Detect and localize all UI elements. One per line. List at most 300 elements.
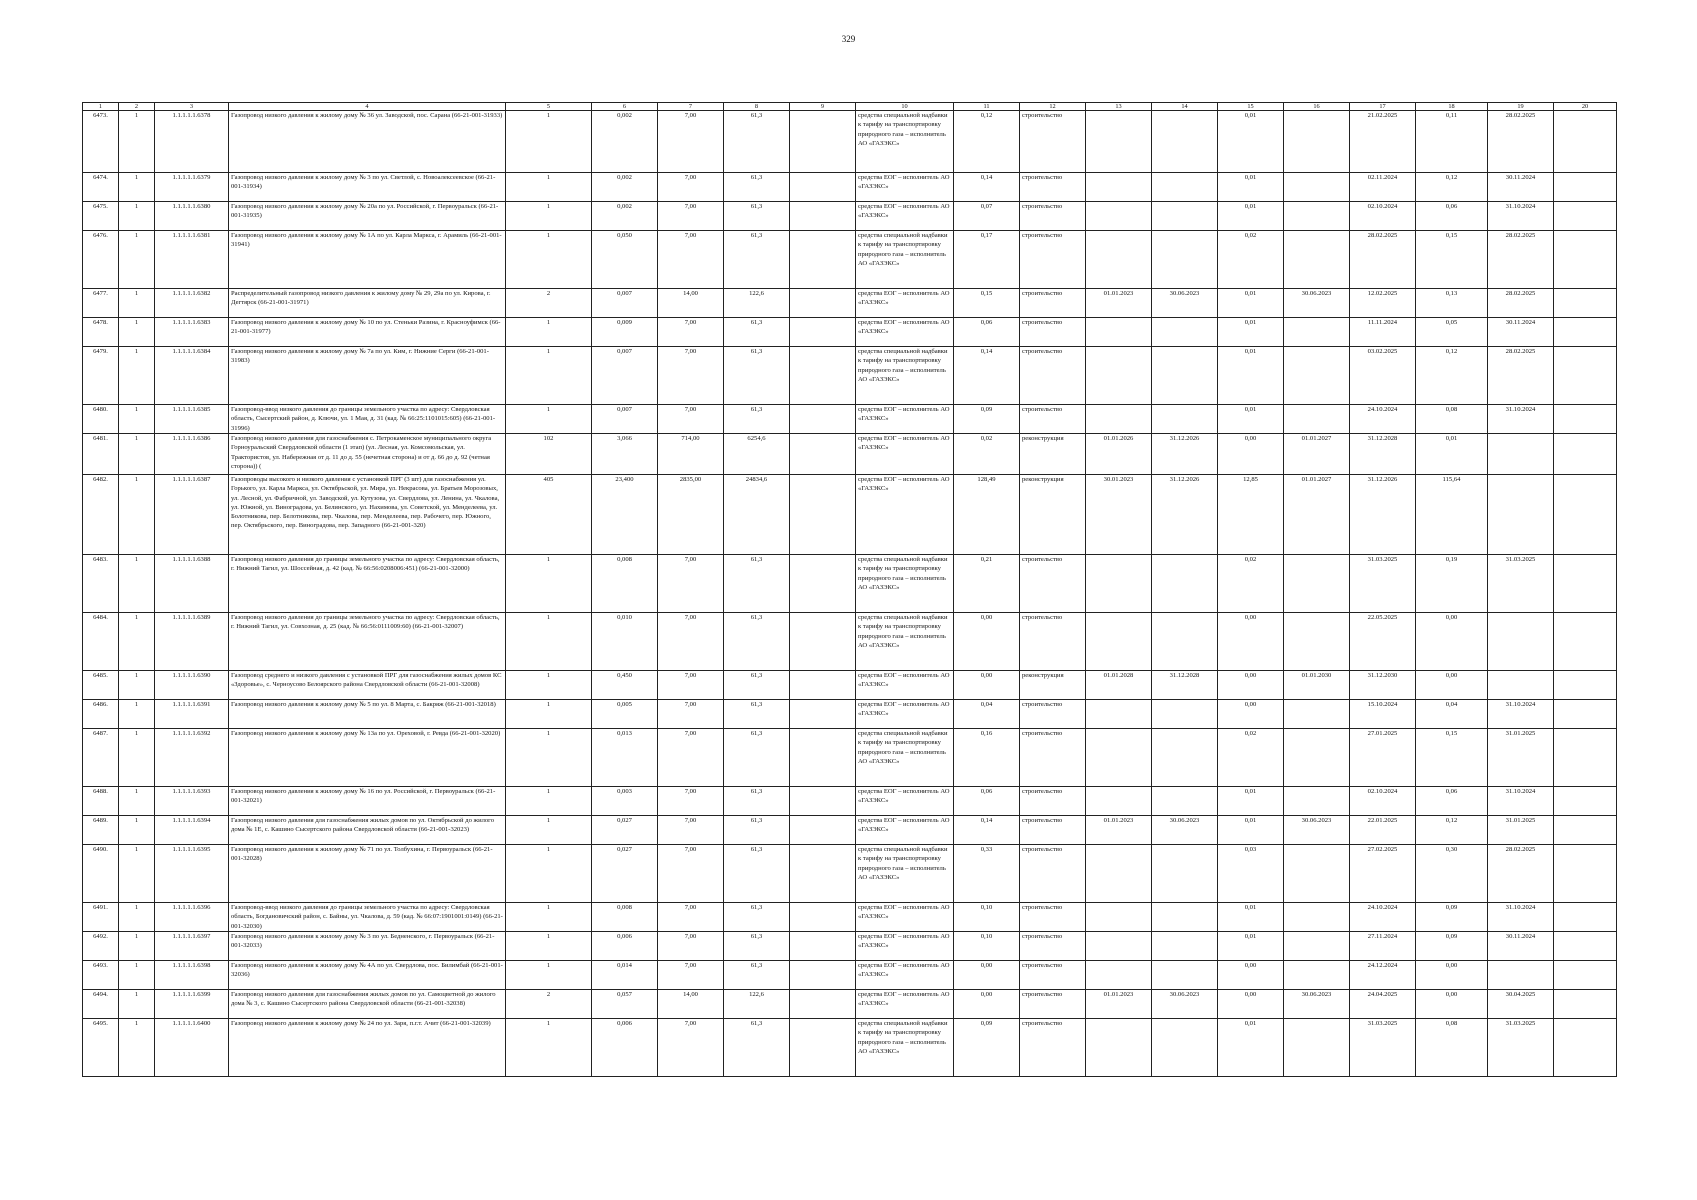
object-name: Газопроводы высокого и низкого давления с установкой ПРГ (3 шт) для газоснабжения ул. Горького, ул. Карла Маркса, ул. Октябрьской, ул. Мира, ул. Некрасова, ул. Братьев Морозовых, ул. Лесной, ул. Фабричной, ул. Заводской, ул. Кутузова, ул. Свердлова, ул. Ленина, ул. Чкалова, ул. Южной, ул. Виноградова, ул. Белинского, ул. Нахимова, ул. Советской, ул. Менделеева, ул. Болотникова, пер. Белотникова, пер. Чкалова, пер. Менделеева, пер. Рабочего, пер. Южного, пер. Октябрьского, пер. Виноградова, пер. Западного (66-21-001-320) [229, 475, 506, 555]
date-col16 [1284, 173, 1350, 202]
cell-col7: 7,00 [658, 613, 724, 671]
work-type: строительство [1020, 555, 1086, 613]
object-name: Газопровод низкого давления для газоснабжения с. Петрокаменское муниципального округа Горноуральский Свердловской области (1 этап) (ул. Лесная, ул. Комсомольская, ул. Трактористов, ул. Набережная от д. 11 до д. 55 (нечетная сторона) и от д. 66 до д. 92 (четная сторона)) ( [229, 434, 506, 475]
row-number: 6494. [83, 990, 119, 1019]
work-type: строительство [1020, 347, 1086, 405]
date-col17: 31.12.2026 [1350, 475, 1416, 555]
object-name: Газопровод низкого давления к жилому дому № 3 по ул. Светлой, с. Новоалексеевское (66-21-001-31934) [229, 173, 506, 202]
cell-col8: 61,3 [724, 231, 790, 289]
work-type: строительство [1020, 231, 1086, 289]
work-type: строительство [1020, 613, 1086, 671]
date-col19: 31.01.2025 [1488, 729, 1554, 787]
row-number: 6491. [83, 903, 119, 932]
end-date [1152, 903, 1218, 932]
cell-col5: 102 [506, 434, 592, 475]
cell-col9 [790, 555, 856, 613]
date-col19: 30.04.2025 [1488, 990, 1554, 1019]
cell-col20 [1554, 347, 1617, 405]
object-name: Газопровод низкого давления до границы земельного участка по адресу: Свердловская область, г. Нижний Тагил, ул. Шоссейная, д. 42 (кад. № 66:56:0208006:451) (66-21-001-32000) [229, 555, 506, 613]
row-number: 6477. [83, 289, 119, 318]
date-col16 [1284, 700, 1350, 729]
cell-col18: 0,01 [1416, 434, 1488, 475]
object-code: 1.1.1.1.1.6382 [155, 289, 229, 318]
funding-source: средства ЕОГ – исполнитель АО «ГАЗЭКС» [856, 787, 954, 816]
cell-col7: 14,00 [658, 990, 724, 1019]
date-col19: 28.02.2025 [1488, 231, 1554, 289]
cell-col2: 1 [119, 700, 155, 729]
date-col17: 02.10.2024 [1350, 787, 1416, 816]
cell-col2: 1 [119, 405, 155, 434]
funding-source: средства ЕОГ – исполнитель АО «ГАЗЭКС» [856, 671, 954, 700]
start-date [1086, 932, 1152, 961]
start-date: 01.01.2023 [1086, 289, 1152, 318]
date-col19: 31.03.2025 [1488, 555, 1554, 613]
date-col17: 03.02.2025 [1350, 347, 1416, 405]
date-col17: 24.10.2024 [1350, 903, 1416, 932]
object-code: 1.1.1.1.1.6387 [155, 475, 229, 555]
cell-col15: 0,01 [1218, 347, 1284, 405]
funding-source: средства ЕОГ – исполнитель АО «ГАЗЭКС» [856, 405, 954, 434]
funding-source: средства специальной надбавки к тарифу на транспортировку природного газа – исполнитель АО «ГАЗЭКС» [856, 845, 954, 903]
date-col19 [1488, 961, 1554, 990]
work-type: строительство [1020, 700, 1086, 729]
cell-col7: 714,00 [658, 434, 724, 475]
cell-col2: 1 [119, 475, 155, 555]
date-col17: 31.12.2030 [1350, 671, 1416, 700]
cell-col5: 1 [506, 173, 592, 202]
cell-col6: 0,006 [592, 1019, 658, 1077]
cell-col5: 1 [506, 111, 592, 173]
end-date [1152, 729, 1218, 787]
end-date [1152, 405, 1218, 434]
column-header: 3 [155, 103, 229, 111]
cell-col18: 0,11 [1416, 111, 1488, 173]
end-date: 31.12.2026 [1152, 475, 1218, 555]
cell-col5: 1 [506, 903, 592, 932]
cell-col5: 1 [506, 231, 592, 289]
cell-col15: 0,01 [1218, 816, 1284, 845]
cell-col5: 1 [506, 845, 592, 903]
object-code: 1.1.1.1.1.6388 [155, 555, 229, 613]
start-date: 01.01.2023 [1086, 990, 1152, 1019]
work-type: строительство [1020, 405, 1086, 434]
cell-col15: 0,01 [1218, 1019, 1284, 1077]
cell-col11: 0,09 [954, 1019, 1020, 1077]
cell-col18: 0,12 [1416, 173, 1488, 202]
cell-col7: 7,00 [658, 903, 724, 932]
object-code: 1.1.1.1.1.6399 [155, 990, 229, 1019]
column-header: 18 [1416, 103, 1488, 111]
cell-col9 [790, 475, 856, 555]
date-col19: 31.10.2024 [1488, 903, 1554, 932]
end-date [1152, 318, 1218, 347]
cell-col8: 61,3 [724, 729, 790, 787]
cell-col6: 0,006 [592, 932, 658, 961]
cell-col7: 7,00 [658, 231, 724, 289]
cell-col15: 12,85 [1218, 475, 1284, 555]
date-col17: 02.10.2024 [1350, 202, 1416, 231]
column-header: 1 [83, 103, 119, 111]
date-col16 [1284, 613, 1350, 671]
cell-col8: 61,3 [724, 555, 790, 613]
cell-col5: 1 [506, 347, 592, 405]
cell-col6: 23,400 [592, 475, 658, 555]
cell-col7: 2835,00 [658, 475, 724, 555]
cell-col15: 0,00 [1218, 990, 1284, 1019]
end-date [1152, 347, 1218, 405]
row-number: 6495. [83, 1019, 119, 1077]
cell-col2: 1 [119, 932, 155, 961]
cell-col15: 0,03 [1218, 845, 1284, 903]
end-date [1152, 961, 1218, 990]
cell-col6: 3,066 [592, 434, 658, 475]
cell-col11: 0,00 [954, 671, 1020, 700]
date-col16 [1284, 111, 1350, 173]
object-code: 1.1.1.1.1.6390 [155, 671, 229, 700]
cell-col6: 0,013 [592, 729, 658, 787]
cell-col8: 61,3 [724, 318, 790, 347]
cell-col2: 1 [119, 990, 155, 1019]
work-type: строительство [1020, 1019, 1086, 1077]
funding-source: средства специальной надбавки к тарифу на транспортировку природного газа – исполнитель АО «ГАЗЭКС» [856, 111, 954, 173]
work-type: строительство [1020, 845, 1086, 903]
cell-col6: 0,002 [592, 111, 658, 173]
cell-col8: 61,3 [724, 845, 790, 903]
column-header: 13 [1086, 103, 1152, 111]
cell-col18: 0,00 [1416, 990, 1488, 1019]
cell-col20 [1554, 990, 1617, 1019]
cell-col8: 61,3 [724, 111, 790, 173]
date-col17: 22.05.2025 [1350, 613, 1416, 671]
date-col19: 28.02.2025 [1488, 347, 1554, 405]
table-row [83, 729, 1617, 787]
work-type: строительство [1020, 903, 1086, 932]
cell-col2: 1 [119, 173, 155, 202]
cell-col6: 0,027 [592, 816, 658, 845]
table-body [83, 111, 1617, 1077]
cell-col5: 1 [506, 787, 592, 816]
cell-col2: 1 [119, 347, 155, 405]
object-name: Газопровод низкого давления к жилому дому № 5 по ул. 8 Марта, с. Бакряж (66-21-001-32018) [229, 700, 506, 729]
cell-col11: 0,06 [954, 787, 1020, 816]
cell-col20 [1554, 173, 1617, 202]
date-col19: 28.02.2025 [1488, 111, 1554, 173]
cell-col7: 7,00 [658, 961, 724, 990]
cell-col9 [790, 173, 856, 202]
object-code: 1.1.1.1.1.6381 [155, 231, 229, 289]
table-row [83, 816, 1617, 845]
cell-col8: 122,6 [724, 990, 790, 1019]
row-number: 6480. [83, 405, 119, 434]
cell-col15: 0,02 [1218, 231, 1284, 289]
cell-col20 [1554, 1019, 1617, 1077]
start-date [1086, 787, 1152, 816]
cell-col11: 0,14 [954, 816, 1020, 845]
cell-col11: 0,04 [954, 700, 1020, 729]
cell-col6: 0,002 [592, 173, 658, 202]
column-header: 12 [1020, 103, 1086, 111]
date-col19 [1488, 434, 1554, 475]
cell-col11: 128,49 [954, 475, 1020, 555]
cell-col18: 0,05 [1416, 318, 1488, 347]
cell-col20 [1554, 845, 1617, 903]
cell-col20 [1554, 318, 1617, 347]
object-code: 1.1.1.1.1.6397 [155, 932, 229, 961]
table-row [83, 231, 1617, 289]
table-row [83, 932, 1617, 961]
cell-col8: 61,3 [724, 961, 790, 990]
cell-col20 [1554, 787, 1617, 816]
object-code: 1.1.1.1.1.6393 [155, 787, 229, 816]
cell-col9 [790, 903, 856, 932]
date-col16: 30.06.2023 [1284, 289, 1350, 318]
cell-col5: 1 [506, 932, 592, 961]
cell-col9 [790, 202, 856, 231]
row-number: 6478. [83, 318, 119, 347]
cell-col8: 24834,6 [724, 475, 790, 555]
object-code: 1.1.1.1.1.6389 [155, 613, 229, 671]
cell-col18: 0,13 [1416, 289, 1488, 318]
page-number: 329 [841, 34, 856, 44]
cell-col7: 7,00 [658, 671, 724, 700]
start-date [1086, 405, 1152, 434]
cell-col11: 0,16 [954, 729, 1020, 787]
header-row [83, 103, 1617, 111]
table-row [83, 289, 1617, 318]
work-type: строительство [1020, 961, 1086, 990]
cell-col5: 1 [506, 1019, 592, 1077]
object-code: 1.1.1.1.1.6383 [155, 318, 229, 347]
cell-col11: 0,07 [954, 202, 1020, 231]
funding-source: средства специальной надбавки к тарифу на транспортировку природного газа – исполнитель АО «ГАЗЭКС» [856, 231, 954, 289]
object-name: Газопровод низкого давления к жилому дому № 1А по ул. Карла Маркса, г. Арамиль (66-21-001-31941) [229, 231, 506, 289]
object-name: Распределительный газопровод низкого давления к жилому дому № 29, 29а по ул. Кирова, г. Дегтярск (66-21-001-31971) [229, 289, 506, 318]
row-number: 6486. [83, 700, 119, 729]
cell-col6: 0,027 [592, 845, 658, 903]
date-col16 [1284, 202, 1350, 231]
date-col17: 28.02.2025 [1350, 231, 1416, 289]
table-row [83, 347, 1617, 405]
cell-col6: 0,010 [592, 613, 658, 671]
end-date [1152, 613, 1218, 671]
object-code: 1.1.1.1.1.6395 [155, 845, 229, 903]
cell-col20 [1554, 434, 1617, 475]
date-col17: 27.02.2025 [1350, 845, 1416, 903]
cell-col6: 0,005 [592, 700, 658, 729]
date-col17: 24.12.2024 [1350, 961, 1416, 990]
column-header: 5 [506, 103, 592, 111]
end-date [1152, 932, 1218, 961]
row-number: 6473. [83, 111, 119, 173]
cell-col6: 0,008 [592, 903, 658, 932]
cell-col5: 1 [506, 202, 592, 231]
start-date: 01.01.2028 [1086, 671, 1152, 700]
object-name: Газопровод низкого давления к жилому дому № 13а по ул. Ореховой, г. Ревда (66-21-001-32020) [229, 729, 506, 787]
cell-col6: 0,007 [592, 289, 658, 318]
column-header: 14 [1152, 103, 1218, 111]
cell-col5: 405 [506, 475, 592, 555]
column-header: 11 [954, 103, 1020, 111]
table-row [83, 405, 1617, 434]
object-code: 1.1.1.1.1.6400 [155, 1019, 229, 1077]
cell-col11: 0,10 [954, 932, 1020, 961]
table-row [83, 1019, 1617, 1077]
cell-col9 [790, 816, 856, 845]
date-col16: 30.06.2023 [1284, 990, 1350, 1019]
row-number: 6484. [83, 613, 119, 671]
cell-col15: 0,01 [1218, 903, 1284, 932]
start-date [1086, 903, 1152, 932]
cell-col15: 0,01 [1218, 787, 1284, 816]
cell-col15: 0,01 [1218, 111, 1284, 173]
cell-col11: 0,09 [954, 405, 1020, 434]
work-type: строительство [1020, 787, 1086, 816]
cell-col15: 0,00 [1218, 700, 1284, 729]
table-row [83, 671, 1617, 700]
funding-source: средства ЕОГ – исполнитель АО «ГАЗЭКС» [856, 816, 954, 845]
cell-col11: 0,06 [954, 318, 1020, 347]
cell-col5: 2 [506, 990, 592, 1019]
start-date [1086, 700, 1152, 729]
date-col16: 01.01.2030 [1284, 671, 1350, 700]
date-col17: 22.01.2025 [1350, 816, 1416, 845]
work-type: строительство [1020, 111, 1086, 173]
object-code: 1.1.1.1.1.6391 [155, 700, 229, 729]
cell-col18: 0,30 [1416, 845, 1488, 903]
date-col16 [1284, 903, 1350, 932]
cell-col18: 0,06 [1416, 787, 1488, 816]
date-col16 [1284, 961, 1350, 990]
table-row [83, 961, 1617, 990]
work-type: строительство [1020, 816, 1086, 845]
funding-source: средства ЕОГ – исполнитель АО «ГАЗЭКС» [856, 903, 954, 932]
cell-col11: 0,14 [954, 173, 1020, 202]
start-date [1086, 729, 1152, 787]
object-name: Газопровод среднего и низкого давления с установкой ПРГ для газоснабжения жилых домов КС «Здоровье», с. Черноусово Белоярского района Свердловской области (66-21-001-32008) [229, 671, 506, 700]
cell-col9 [790, 434, 856, 475]
start-date [1086, 202, 1152, 231]
object-code: 1.1.1.1.1.6380 [155, 202, 229, 231]
date-col17: 15.10.2024 [1350, 700, 1416, 729]
cell-col5: 1 [506, 961, 592, 990]
cell-col9 [790, 318, 856, 347]
table-row [83, 111, 1617, 173]
funding-source: средства ЕОГ – исполнитель АО «ГАЗЭКС» [856, 700, 954, 729]
cell-col7: 7,00 [658, 845, 724, 903]
cell-col11: 0,14 [954, 347, 1020, 405]
start-date [1086, 318, 1152, 347]
work-type: строительство [1020, 289, 1086, 318]
cell-col6: 0,014 [592, 961, 658, 990]
column-header: 19 [1488, 103, 1554, 111]
funding-source: средства ЕОГ – исполнитель АО «ГАЗЭКС» [856, 932, 954, 961]
cell-col2: 1 [119, 816, 155, 845]
object-code: 1.1.1.1.1.6385 [155, 405, 229, 434]
end-date [1152, 845, 1218, 903]
cell-col11: 0,15 [954, 289, 1020, 318]
cell-col2: 1 [119, 787, 155, 816]
date-col16 [1284, 318, 1350, 347]
cell-col8: 61,3 [724, 405, 790, 434]
date-col19: 31.03.2025 [1488, 1019, 1554, 1077]
cell-col11: 0,21 [954, 555, 1020, 613]
object-name: Газопровод низкого давления для газоснабжения жилых домов по ул. Октябрьской до жилого дома № 1Е, с. Кашино Сысертского района Свердловской области (66-21-001-32023) [229, 816, 506, 845]
start-date [1086, 111, 1152, 173]
date-col16: 01.01.2027 [1284, 434, 1350, 475]
cell-col20 [1554, 405, 1617, 434]
funding-source: средства ЕОГ – исполнитель АО «ГАЗЭКС» [856, 990, 954, 1019]
cell-col18: 0,09 [1416, 903, 1488, 932]
cell-col8: 61,3 [724, 613, 790, 671]
cell-col8: 61,3 [724, 816, 790, 845]
cell-col20 [1554, 700, 1617, 729]
work-type: реконструкция [1020, 475, 1086, 555]
cell-col11: 0,02 [954, 434, 1020, 475]
object-name: Газопровод низкого давления к жилому дому № 20а по ул. Российской, г. Первоуральск (66-21-001-31935) [229, 202, 506, 231]
cell-col2: 1 [119, 903, 155, 932]
object-name: Газопровод-ввод низкого давления до границы земельного участка по адресу: Свердловская область, Богдановичский район, с. Байны, ул. Чкалова, д. 59 (кад. № 66:07:1901001:0149) (66-21-001-32030) [229, 903, 506, 932]
funding-source: средства ЕОГ – исполнитель АО «ГАЗЭКС» [856, 289, 954, 318]
cell-col15: 0,02 [1218, 729, 1284, 787]
row-number: 6481. [83, 434, 119, 475]
start-date [1086, 347, 1152, 405]
end-date: 30.06.2023 [1152, 289, 1218, 318]
object-code: 1.1.1.1.1.6378 [155, 111, 229, 173]
cell-col2: 1 [119, 729, 155, 787]
date-col16 [1284, 729, 1350, 787]
start-date: 30.01.2023 [1086, 475, 1152, 555]
funding-source: средства специальной надбавки к тарифу на транспортировку природного газа – исполнитель АО «ГАЗЭКС» [856, 555, 954, 613]
cell-col2: 1 [119, 1019, 155, 1077]
object-name: Газопровод низкого давления к жилому дому № 71 по ул. Толбухина, г. Первоуральск (66-21-001-32028) [229, 845, 506, 903]
end-date: 31.12.2028 [1152, 671, 1218, 700]
end-date: 30.06.2023 [1152, 816, 1218, 845]
cell-col11: 0,00 [954, 990, 1020, 1019]
cell-col18: 0,08 [1416, 1019, 1488, 1077]
cell-col2: 1 [119, 111, 155, 173]
cell-col7: 7,00 [658, 787, 724, 816]
object-code: 1.1.1.1.1.6398 [155, 961, 229, 990]
cell-col11: 0,10 [954, 903, 1020, 932]
cell-col18: 0,04 [1416, 700, 1488, 729]
table-row [83, 990, 1617, 1019]
cell-col9 [790, 729, 856, 787]
object-code: 1.1.1.1.1.6379 [155, 173, 229, 202]
cell-col8: 61,3 [724, 1019, 790, 1077]
cell-col5: 1 [506, 613, 592, 671]
cell-col2: 1 [119, 961, 155, 990]
cell-col8: 61,3 [724, 202, 790, 231]
cell-col2: 1 [119, 202, 155, 231]
row-number: 6488. [83, 787, 119, 816]
cell-col18: 0,12 [1416, 816, 1488, 845]
cell-col20 [1554, 475, 1617, 555]
date-col17: 02.11.2024 [1350, 173, 1416, 202]
cell-col15: 0,00 [1218, 961, 1284, 990]
cell-col15: 0,00 [1218, 671, 1284, 700]
date-col16 [1284, 231, 1350, 289]
cell-col9 [790, 1019, 856, 1077]
funding-source: средства ЕОГ – исполнитель АО «ГАЗЭКС» [856, 434, 954, 475]
start-date [1086, 555, 1152, 613]
funding-source: средства ЕОГ – исполнитель АО «ГАЗЭКС» [856, 475, 954, 555]
work-type: строительство [1020, 990, 1086, 1019]
cell-col8: 61,3 [724, 347, 790, 405]
date-col16 [1284, 932, 1350, 961]
object-name: Газопровод низкого давления к жилому дому № 36 ул. Заводской, пос. Сарана (66-21-001-31933) [229, 111, 506, 173]
cell-col2: 1 [119, 318, 155, 347]
start-date [1086, 961, 1152, 990]
